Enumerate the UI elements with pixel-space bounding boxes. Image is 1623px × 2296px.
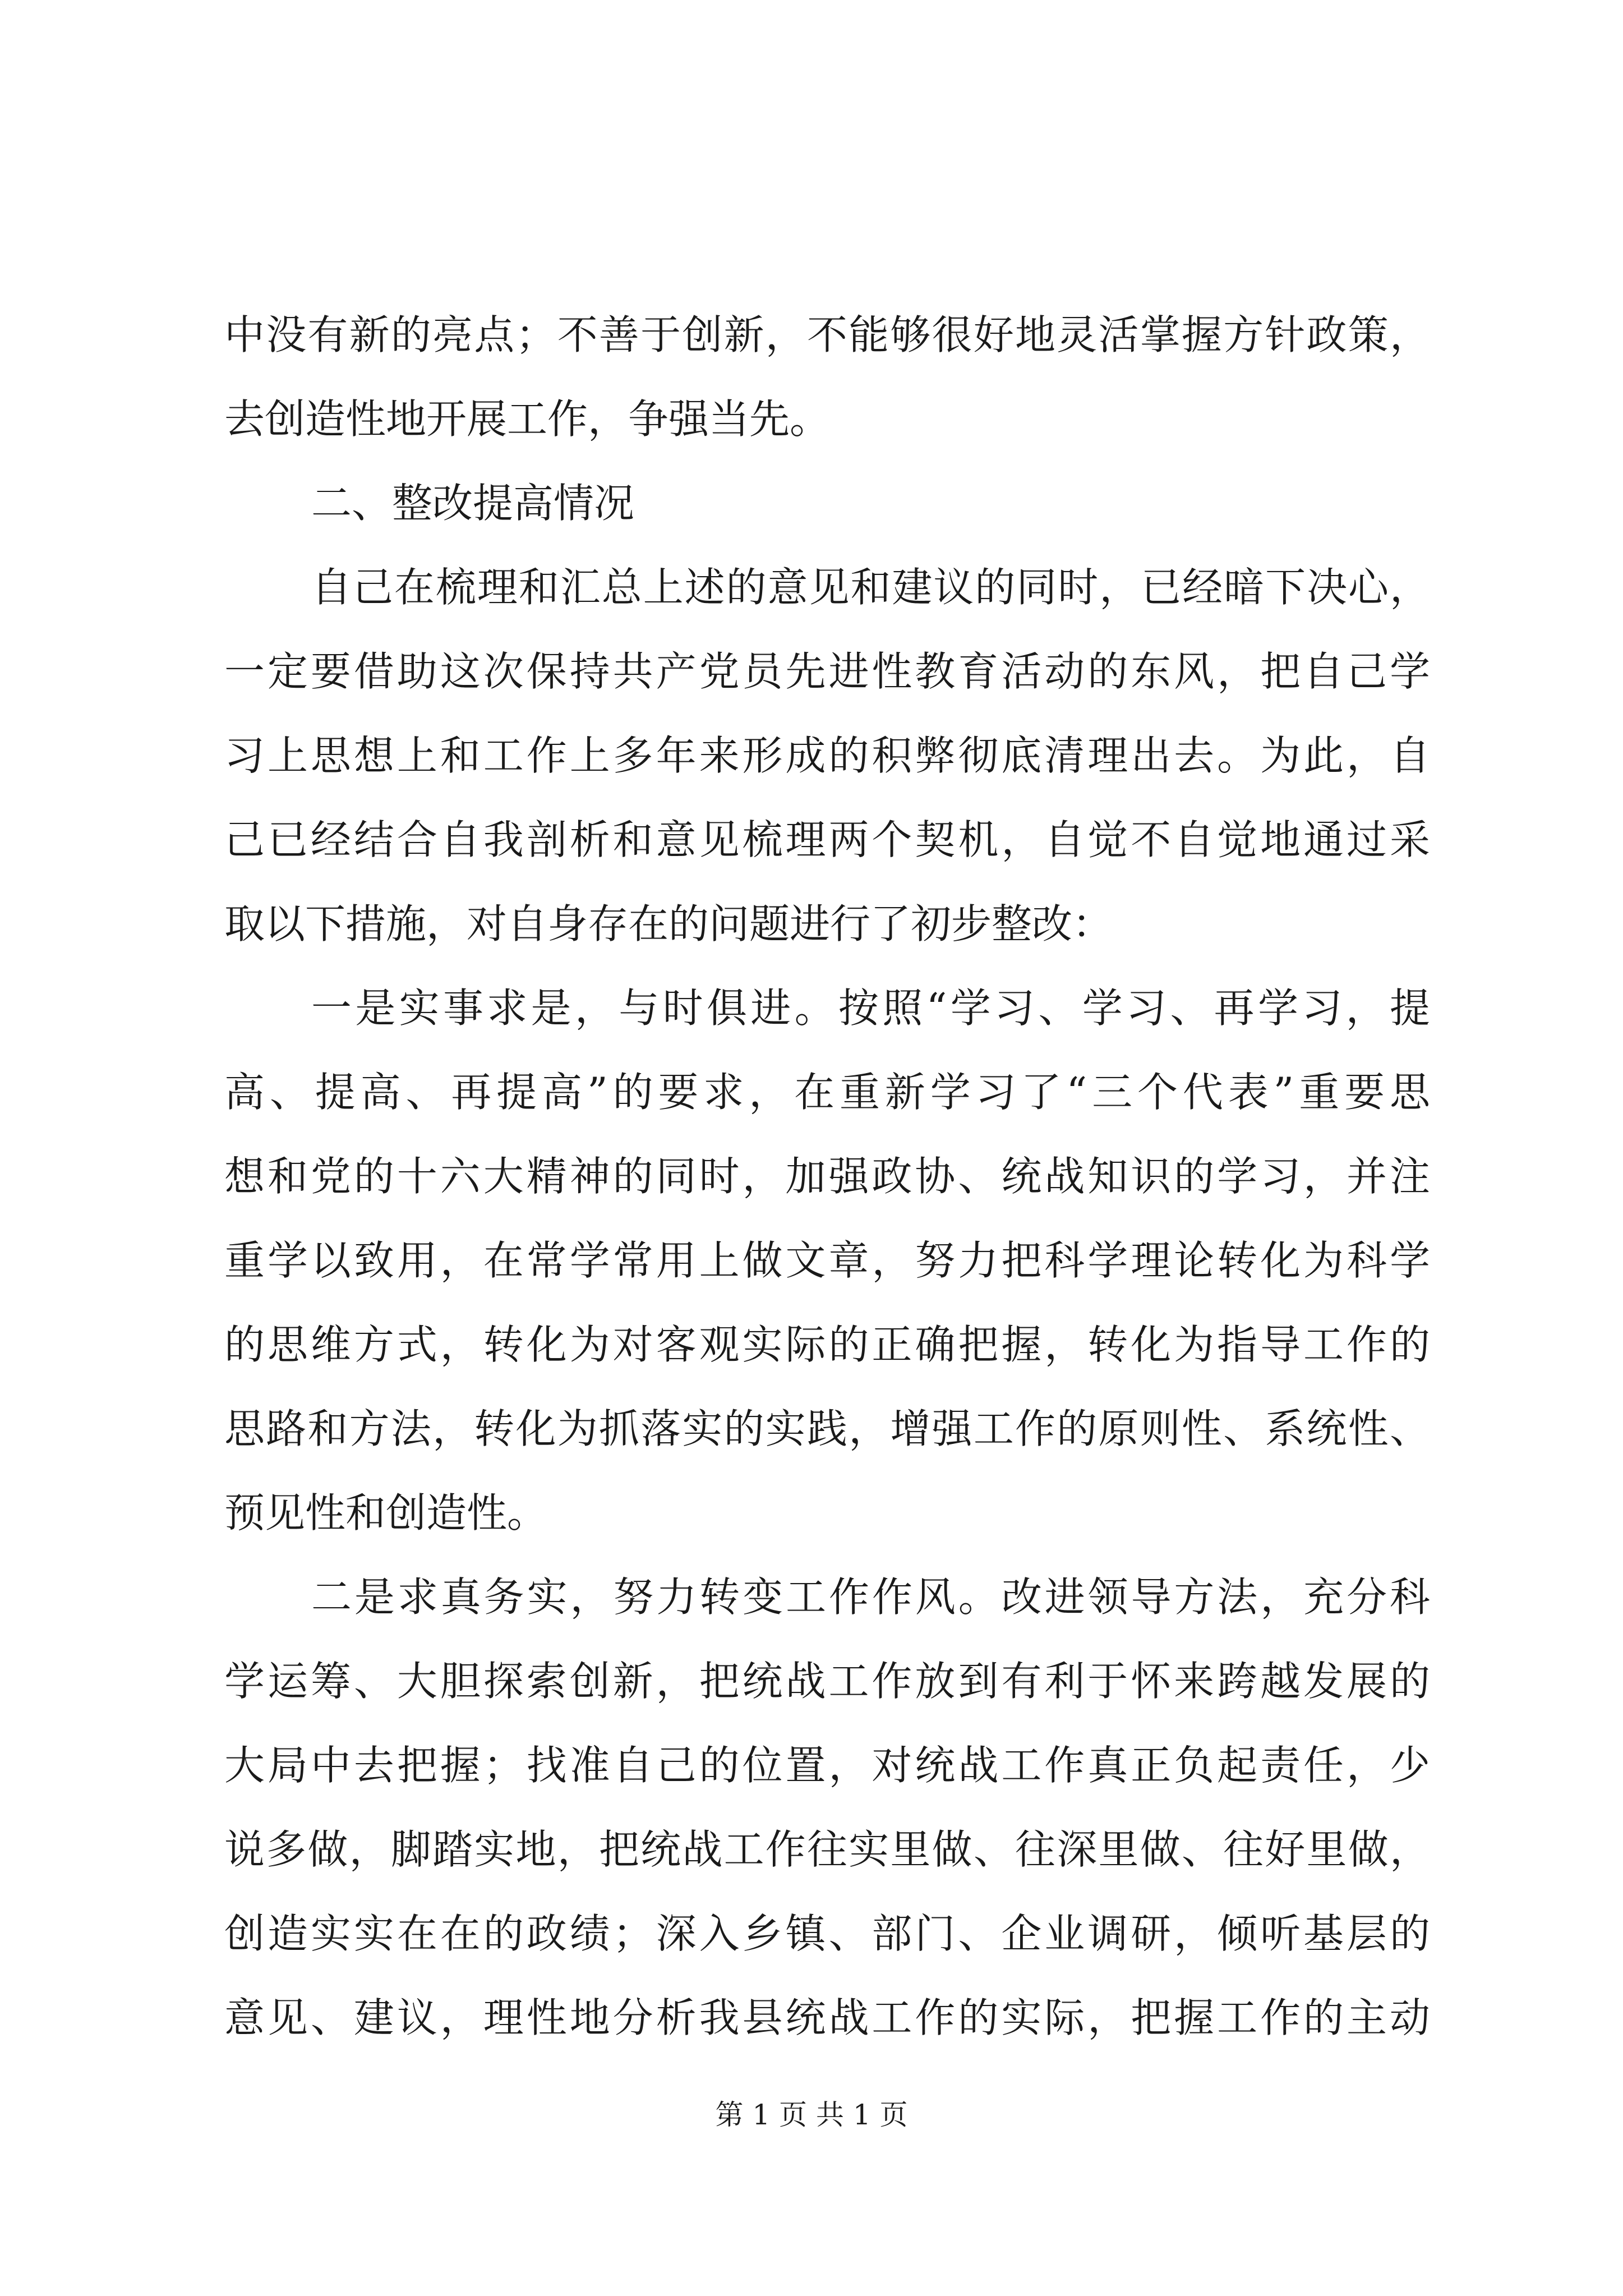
text-line: 说多做，脚踏实地，把统战工作往实里做、往深里做、往好里做， <box>224 1826 1430 1873</box>
text-line: 中没有新的亮点；不善于创新，不能够很好地灵活掌握方针政策， <box>224 311 1430 358</box>
text-line: 习上思想上和工作上多年来形成的积弊彻底清理出去。为此，自 <box>224 732 1430 779</box>
text-line: 二是求真务实，努力转变工作作风。改进领导方法，充分科 <box>311 1573 1430 1621</box>
text-line: 的思维方式，转化为对客观实际的正确把握，转化为指导工作的 <box>224 1321 1430 1368</box>
text-line: 学运筹、大胆探索创新，把统战工作放到有利于怀来跨越发展的 <box>224 1658 1430 1705</box>
text-line: 创造实实在在的政绩；深入乡镇、部门、企业调研，倾听基层的 <box>224 1910 1430 1957</box>
text-line: 想和党的十六大精神的同时，加强政协、统战知识的学习，并注 <box>224 1153 1430 1200</box>
page-number-label: 第 1 页 共 1 页 <box>715 2099 908 2131</box>
text-line: 思路和方法，转化为抓落实的实践，增强工作的原则性、系统性、 <box>224 1405 1430 1452</box>
text-line: 大局中去把握；找准自己的位置，对统战工作真正负起责任，少 <box>224 1742 1430 1789</box>
text-line: 意见、建议，理性地分析我县统战工作的实际，把握工作的主动 <box>224 1994 1430 2041</box>
text-line: 己已经结合自我剖析和意见梳理两个契机，自觉不自觉地通过采 <box>224 816 1430 863</box>
text-line: 重学以致用，在常学常用上做文章，努力把科学理论转化为科学 <box>224 1237 1430 1284</box>
text-line: 去创造性地开展工作，争强当先。 <box>224 395 831 443</box>
text-line: 一定要借助这次保持共产党员先进性教育活动的东风，把自己学 <box>224 648 1430 695</box>
text-line: 一是实事求是，与时俱进。按照“学习、学习、再学习，提 <box>311 984 1430 1032</box>
text-line: 高、提高、再提高”的要求，在重新学习了“三个代表”重要思 <box>224 1069 1430 1116</box>
text-line: 取以下措施，对自身存在的问题进行了初步整改： <box>224 900 1113 947</box>
text-line: 自己在梳理和汇总上述的意见和建议的同时，已经暗下决心， <box>311 564 1430 611</box>
section-heading: 二、整改提高情况 <box>311 480 635 527</box>
page-footer <box>0 2087 1623 2143</box>
text-line: 预见性和创造性。 <box>224 1489 548 1536</box>
